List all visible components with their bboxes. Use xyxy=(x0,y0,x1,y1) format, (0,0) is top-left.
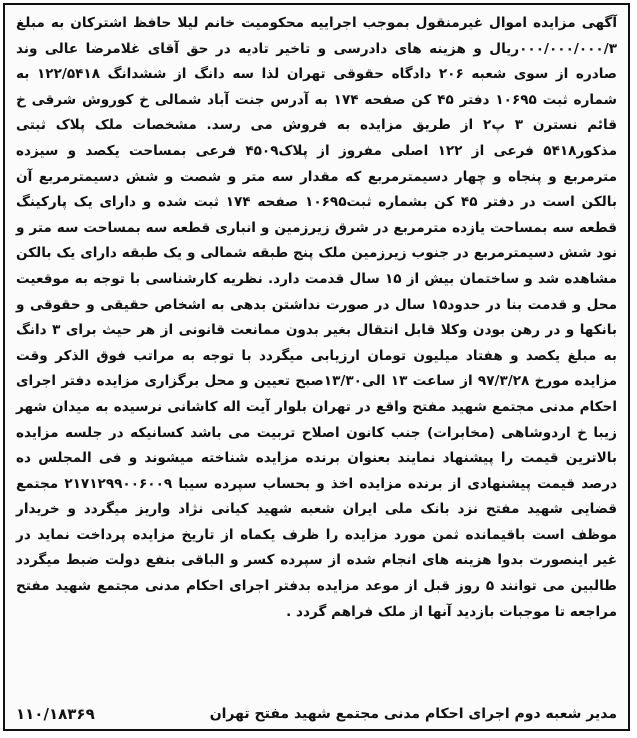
notice-code: ۱۱۰/۱۸۳۶۹ xyxy=(16,705,95,723)
signature-line: مدیر شعبه دوم اجرای احکام مدنی مجتمع شهید مفتح تهران xyxy=(209,706,617,722)
notice-body-text: آگهی مزایده اموال غیرمنقول بموجب اجراییه محکومیت خانم لیلا حافظ اشترکان به مبلغ ۰۰۰/۰۰۰/۰۰۰/۳ریال و هزینه های دادرسی و تاخیر تادیه در حق آقای غلامرضا عالی وند صادره از سوی شعبه ۲۰۶ دادگاه حقوقی تهران لذا سه دانگ از ششدانگ ۱۲۲/۵۴۱۸ به شماره ثبت ۱۰۶۹۵ دفتر ۴۵ کن صفحه ۱۷۴ به آدرس جنت آباد شمالی خ کوروش شرقی خ قائم نسترن ۳ پ۲ از طریق مزایده به فروش می رسد. مشخصات ملک پلاک ثبتی مذکور۵۴۱۸ فرعی از ۱۲۲ اصلی مفروز از پلاک۴۵۰۹ فرعی بمساحت یکصد و سیزده مترمربع و پنجاه و چهار دسیمترمربع که مقدار سه متر و شصت و شش دسیمترمربع آن بالکن است در دفتر ۴۵ کن بشماره ثبت۱۰۶۹۵ صفحه ۱۷۴ ثبت شده و دارای یک پارکینگ قطعه سه بمساحت یازده مترمربع در شرق زیرزمین و انباری قطعه سه بمساحت سه متر و نود شش دسیمترمربع در جنوب زیرزمین ملک پنج طبقه شمالی و یک طبقه دارای یک بالکن مشاهده شد و ساختمان بیش از ۱۵ سال قدمت دارد. نظریه کارشناسی با توجه به موقعیت محل و قدمت بنا در حدود۱۵ سال در صورت نداشتن بدهی به اشخاص حقیقی و حقوقی و بانکها و در رهن بودن وکلا قابل انتقال بغیر بدون ممانعت قانونی از هر حیث برای ۳ دانگ به مبلغ یکصد و هفتاد میلیون تومان ارزیابی میگردد با توجه به مراتب فوق الذکر وقت مزایده مورخ ۹۷/۳/۲۸ از ساعت ۱۳ الی۱۳/۳۰صبح تعیین و محل برگزاری مزایده دفتر اجرای احکام مدنی مجتمع شهید مفتح واقع در تهران بلوار آیت اله کاشانی نرسیده به میدان شهر زیبا خ اردوشاهی (مخابرات) جنب کانون اصلاح تربیت می باشد کسانیکه در جلسه مزایده بالاترین قیمت را پیشنهاد نمایند بعنوان برنده مزایده شناخته میشوند و فی المجلس ده درصد قیمت پیشنهادی از برنده مزایده اخذ و بحساب سپرده سیبا ۲۱۷۱۲۹۹۰۰۶۰۰۹ مجتمع قضایی شهید مفتح نزد بانک ملی ایران شعبه شهید کیانی نژاد واریز میگردد و خریدار موظف است باقیمانده ثمن مورد مزایده را ظرف یکماه از تاریخ مزایده پرداخت نماید در غیر اینصورت بدوا هزینه های انجام شده از سپرده کسر و الباقی بنفع دولت ضبط میگردد طالبین می توانند ۵ روز قبل از موعد مزایده بدفتر اجرای احکام مدنی مجتمع شهید مفتح مراجعه تا موجبات بازدید آنها از ملک فراهم گردد . xyxy=(16,15,618,620)
auction-notice xyxy=(3,3,630,731)
notice-footer xyxy=(16,705,617,723)
